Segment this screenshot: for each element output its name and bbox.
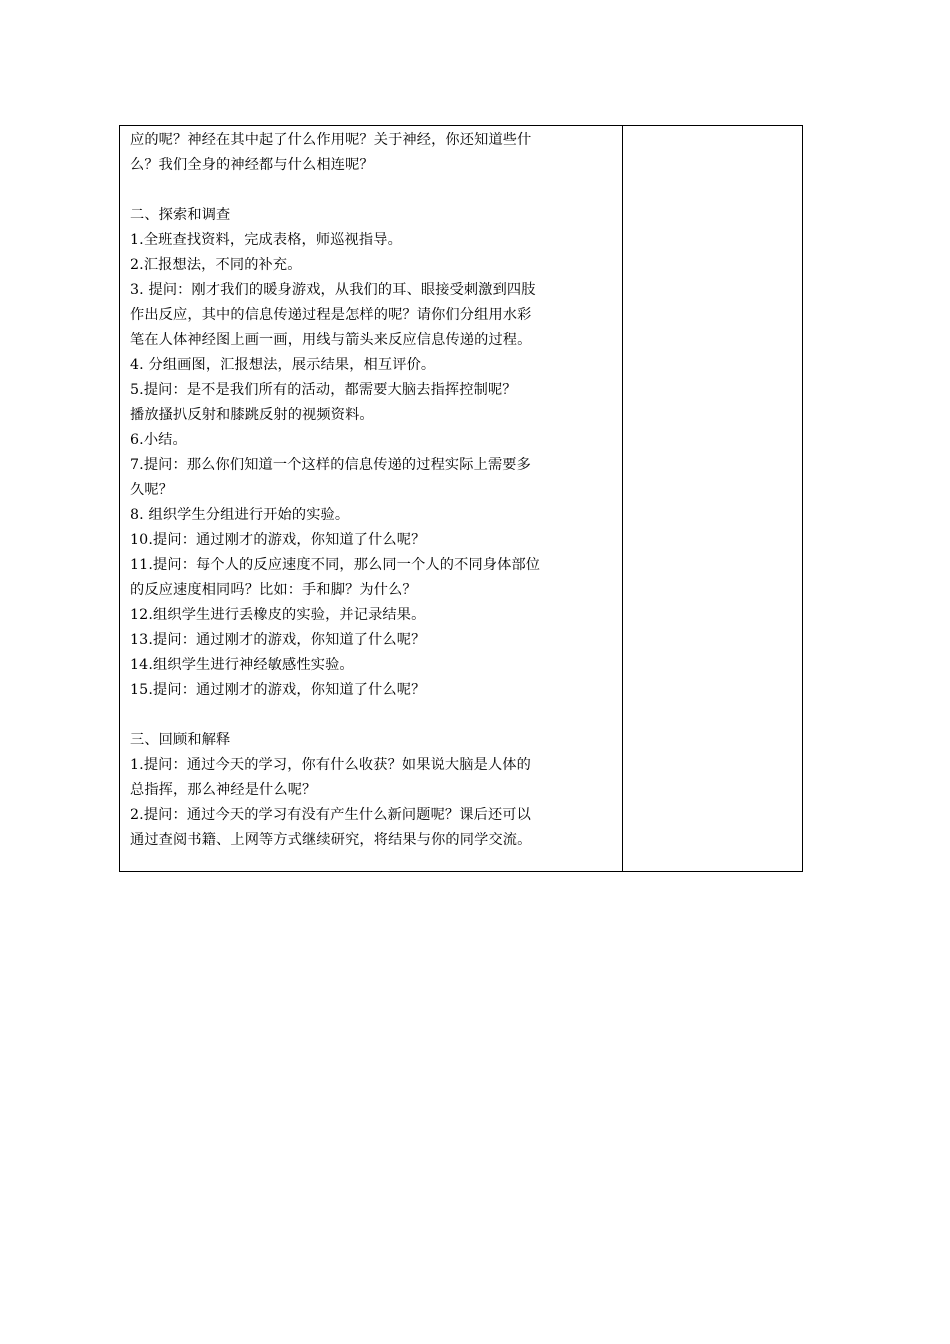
text-line: 2.汇报想法，不同的补充。	[130, 257, 302, 273]
blank-line	[130, 178, 616, 203]
text-line: 作出反应，其中的信息传递过程是怎样的呢？请你们分组用水彩	[130, 307, 532, 323]
text-line: 7.提问：那么你们知道一个这样的信息传递的过程实际上需要多	[130, 457, 531, 473]
text-line: 10.提问：通过刚才的游戏，你知道了什么呢？	[130, 532, 426, 548]
text-line: 2.提问：通过今天的学习有没有产生什么新问题呢？课后还可以	[130, 807, 531, 823]
text-line: 笔在人体神经图上画一画，用线与箭头来反应信息传递的过程。	[130, 332, 532, 348]
text-line: 13.提问：通过刚才的游戏，你知道了什么呢？	[130, 632, 426, 648]
text-line: 的反应速度相同吗？比如：手和脚？为什么？	[130, 582, 417, 598]
lesson-content-cell	[120, 126, 623, 871]
text-line: 通过查阅书籍、上网等方式继续研究，将结果与你的同学交流。	[130, 832, 532, 848]
blank-line	[130, 703, 616, 728]
text-line: 么？我们全身的神经都与什么相连呢？	[130, 157, 374, 173]
lesson-table	[119, 125, 803, 872]
text-line: 久呢？	[130, 482, 174, 498]
text-line: 11.提问：每个人的反应速度不同，那么同一个人的不同身体部位	[130, 557, 541, 573]
text-line: 播放搔扒反射和膝跳反射的视频资料。	[130, 407, 374, 423]
text-line: 6.小结。	[130, 432, 187, 448]
text-line: 4. 分组画图，汇报想法，展示结果，相互评价。	[130, 357, 436, 373]
notes-cell	[623, 126, 802, 871]
text-line: 14.组织学生进行神经敏感性实验。	[130, 657, 354, 673]
text-line: 1.提问：通过今天的学习，你有什么收获？如果说大脑是人体的	[130, 757, 531, 773]
text-line: 12.组织学生进行丢橡皮的实验，并记录结果。	[130, 607, 426, 623]
section-heading-review: 三、回顾和解释	[130, 732, 231, 748]
text-line: 1.全班查找资料，完成表格，师巡视指导。	[130, 232, 402, 248]
text-line: 应的呢？神经在其中起了什么作用呢？关于神经，你还知道些什	[130, 132, 532, 148]
text-line: 3. 提问：刚才我们的暖身游戏，从我们的耳、眼接受刺激到四肢	[130, 282, 536, 298]
text-line: 8. 组织学生分组进行开始的实验。	[130, 507, 350, 523]
section-heading-explore: 二、探索和调查	[130, 207, 231, 223]
text-line: 总指挥，那么神经是什么呢？	[130, 782, 317, 798]
text-line: 15.提问：通过刚才的游戏，你知道了什么呢？	[130, 682, 426, 698]
text-line: 5.提问：是不是我们所有的活动，都需要大脑去指挥控制呢？	[130, 382, 517, 398]
